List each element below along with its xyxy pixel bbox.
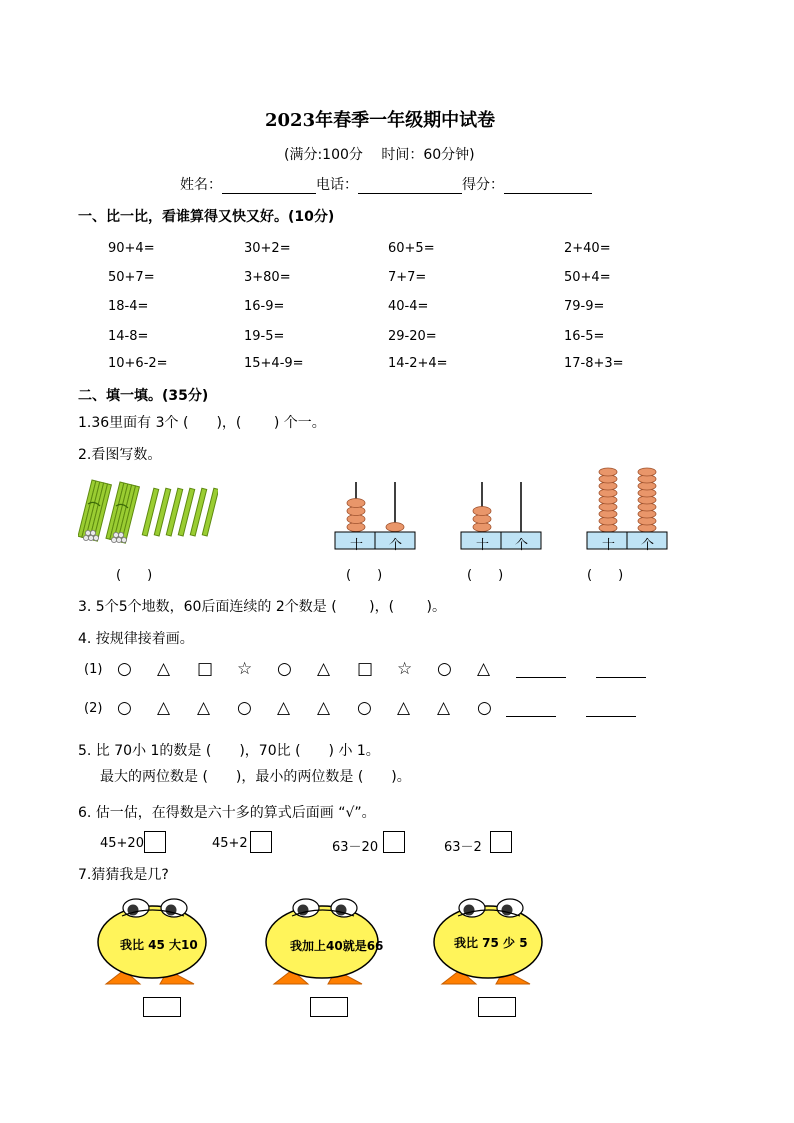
question-5-line2: 最大的两位数是 ( )，最小的两位数是 ( )。: [100, 769, 411, 785]
question-6: 6. 估一估，在得数是六十多的算式后面画 “√”。: [78, 805, 376, 821]
pattern-row2-label: (2): [84, 701, 103, 716]
abacus-ones-label: 个: [515, 538, 529, 553]
calc-item: 19-5=: [244, 329, 285, 344]
abacus-ones-label: 个: [389, 538, 403, 553]
estimate-item: 63－2: [444, 840, 482, 855]
calc-item: 29-20=: [388, 329, 437, 344]
calc-item: 7+7=: [388, 270, 427, 285]
triangle-shape-icon: △: [317, 698, 331, 718]
triangle-shape-icon: △: [317, 659, 331, 679]
abacus-tens-label: 十: [350, 538, 364, 553]
calc-item: 17-8+3=: [564, 356, 624, 371]
name-field[interactable]: [222, 177, 316, 194]
score-label: 得分：: [462, 177, 504, 193]
answer-blank[interactable]: ( ): [346, 568, 383, 583]
name-label: 姓名：: [180, 177, 222, 193]
draw-blank[interactable]: [516, 677, 566, 678]
check-box[interactable]: [250, 831, 272, 853]
triangle-shape-icon: △: [197, 698, 211, 718]
square-shape-icon: □: [357, 659, 374, 679]
phone-field[interactable]: [358, 177, 462, 194]
check-box[interactable]: [490, 831, 512, 853]
abacus-2: [460, 480, 542, 552]
phone-label: 电话：: [316, 177, 358, 193]
exam-subtitle: (满分:100分 时间：60分钟): [284, 147, 475, 163]
calc-item: 50+4=: [564, 270, 611, 285]
chick-2-answer-box[interactable]: [310, 997, 348, 1017]
calc-item: 15+4-9=: [244, 356, 304, 371]
draw-blank[interactable]: [506, 716, 556, 717]
score-field[interactable]: [504, 177, 592, 194]
calc-item: 16-5=: [564, 329, 605, 344]
question-7: 7.猜猜我是几?: [78, 867, 169, 883]
chick-3-text: 我比 75 少 5: [454, 936, 528, 950]
calc-item: 3+80=: [244, 270, 291, 285]
pattern-row1-label: (1): [84, 662, 103, 677]
circle-shape-icon: ○: [477, 698, 492, 718]
star-shape-icon: ☆: [397, 659, 413, 679]
triangle-shape-icon: △: [157, 659, 171, 679]
draw-blank[interactable]: [596, 677, 646, 678]
triangle-shape-icon: △: [477, 659, 491, 679]
chick-3-answer-box[interactable]: [478, 997, 516, 1017]
check-box[interactable]: [383, 831, 405, 853]
circle-shape-icon: ○: [117, 698, 132, 718]
answer-blank[interactable]: ( ): [587, 568, 624, 583]
chick-1-text: 我比 45 大10: [120, 938, 198, 952]
question-3: 3. 5个5个地数，60后面连续的 2个数是 ( )，( )。: [78, 599, 446, 615]
counting-sticks-image: [78, 476, 218, 548]
estimate-item: 45+20: [100, 836, 144, 851]
chick-1-answer-box[interactable]: [143, 997, 181, 1017]
abacus-3: [586, 466, 668, 552]
star-shape-icon: ☆: [237, 659, 253, 679]
abacus-tens-label: 十: [602, 538, 616, 553]
triangle-shape-icon: △: [437, 698, 451, 718]
question-4: 4. 按规律接着画。: [78, 631, 194, 647]
abacus-ones-label: 个: [641, 538, 655, 553]
circle-shape-icon: ○: [437, 659, 452, 679]
triangle-shape-icon: △: [277, 698, 291, 718]
circle-shape-icon: ○: [357, 698, 372, 718]
triangle-shape-icon: △: [397, 698, 411, 718]
circle-shape-icon: ○: [237, 698, 252, 718]
estimate-item: 45+2: [212, 836, 248, 851]
calc-item: 14-2+4=: [388, 356, 448, 371]
section2-heading: 二、填一填。(35分): [78, 388, 209, 404]
estimate-item: 63－20: [332, 840, 379, 855]
calc-item: 79-9=: [564, 299, 605, 314]
check-box[interactable]: [144, 831, 166, 853]
abacus-tens-label: 十: [476, 538, 490, 553]
question-1: 1.36里面有 3个 ( )，( ) 个一。: [78, 415, 326, 431]
calc-item: 2+40=: [564, 241, 611, 256]
answer-blank[interactable]: ( ): [116, 568, 153, 583]
circle-shape-icon: ○: [277, 659, 292, 679]
calc-item: 30+2=: [244, 241, 291, 256]
triangle-shape-icon: △: [157, 698, 171, 718]
answer-blank[interactable]: ( ): [467, 568, 504, 583]
draw-blank[interactable]: [586, 716, 636, 717]
calc-item: 14-8=: [108, 329, 149, 344]
info-line: [180, 174, 592, 194]
chick-2-text: 我加上40就是66: [290, 939, 384, 953]
calc-item: 50+7=: [108, 270, 155, 285]
question-5-line1: 5. 比 70小 1的数是 ( )，70比 ( ) 小 1。: [78, 743, 380, 759]
square-shape-icon: □: [197, 659, 214, 679]
circle-shape-icon: ○: [117, 659, 132, 679]
calc-item: 10+6-2=: [108, 356, 168, 371]
section1-heading: 一、比一比，看谁算得又快又好。(10分): [78, 209, 335, 225]
calc-item: 90+4=: [108, 241, 155, 256]
question-2: 2.看图写数。: [78, 447, 162, 463]
calc-item: 40-4=: [388, 299, 429, 314]
calc-item: 18-4=: [108, 299, 149, 314]
calc-item: 16-9=: [244, 299, 285, 314]
exam-title: 2023年春季一年级期中试卷: [265, 110, 496, 131]
abacus-1: [334, 480, 416, 552]
calc-item: 60+5=: [388, 241, 435, 256]
